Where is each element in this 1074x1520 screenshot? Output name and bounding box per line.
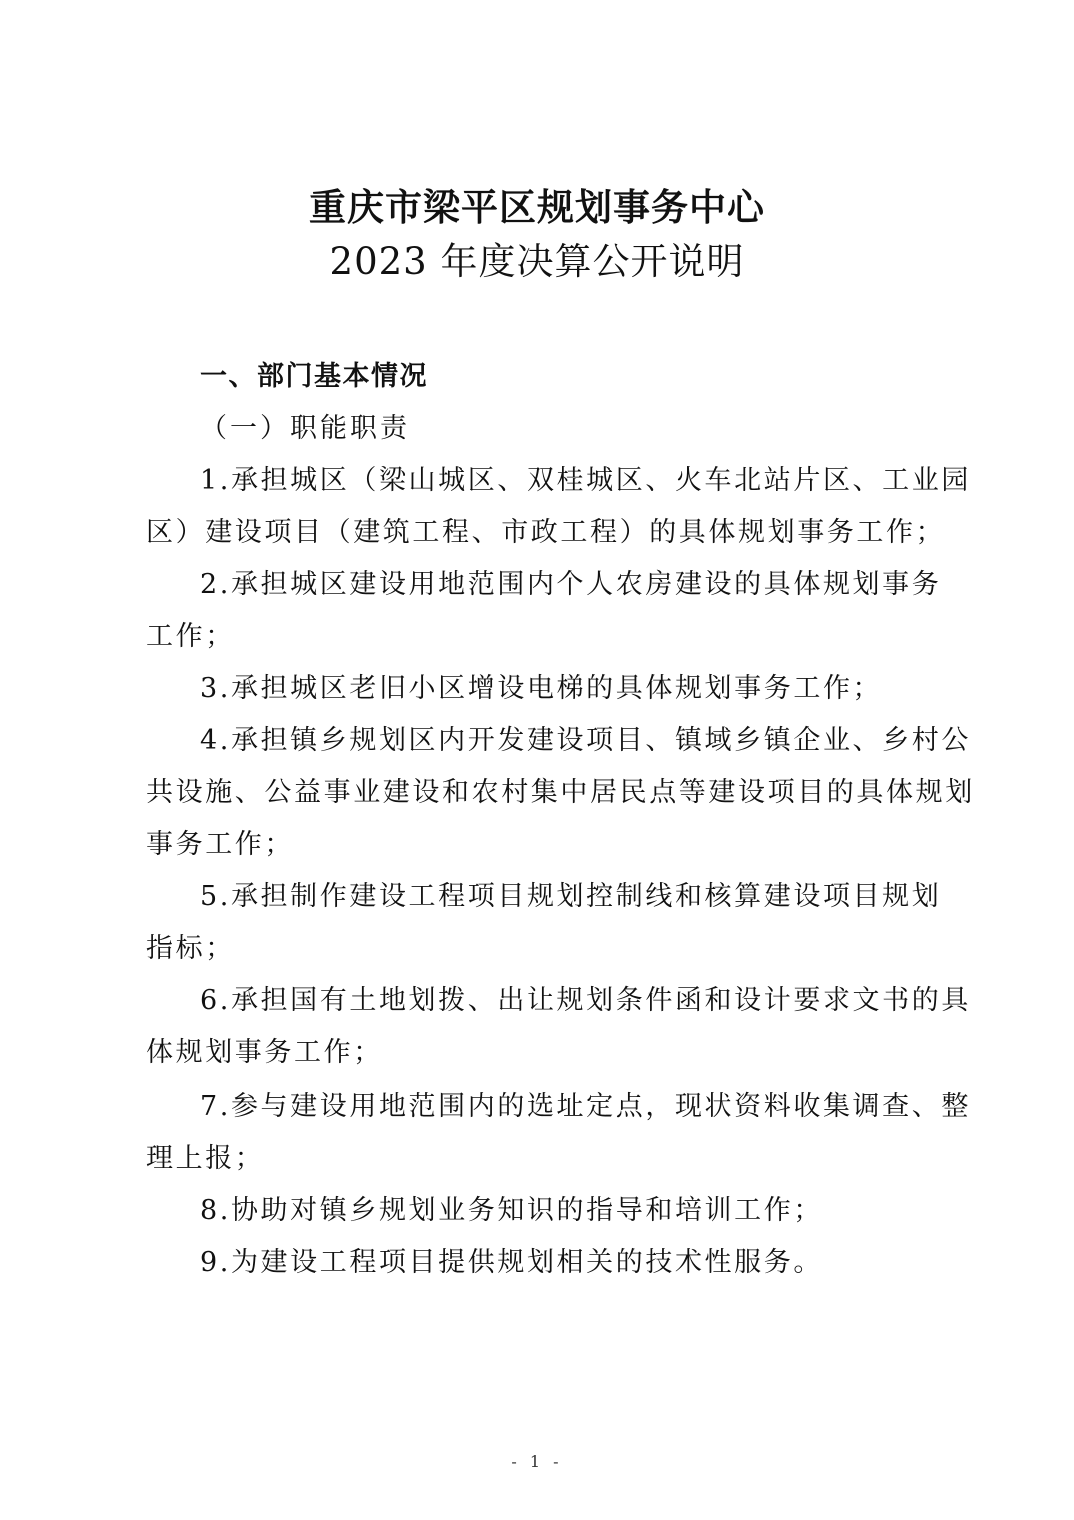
duty-7-line-2: 理上报； <box>146 1143 265 1174</box>
duty-9-line-1: 9.为建设工程项目提供规划相关的技术性服务。 <box>200 1247 823 1278</box>
duty-1-line-1: 1.承担城区（梁山城区、双桂城区、火车北站片区、工业园 <box>200 465 971 496</box>
duty-5-line-2: 指标； <box>146 933 235 964</box>
document-title-line2: 2023 年度决算公开说明 <box>329 240 745 283</box>
page-number: - 1 - <box>511 1452 563 1471</box>
duty-3-line-1: 3.承担城区老旧小区增设电梯的具体规划事务工作； <box>200 673 883 704</box>
duty-6-line-1: 6.承担国有土地划拨、出让规划条件函和设计要求文书的具 <box>200 985 971 1016</box>
duty-2-line-1: 2.承担城区建设用地范围内个人农房建设的具体规划事务 <box>200 569 942 600</box>
duty-8-line-1: 8.协助对镇乡规划业务知识的指导和培训工作； <box>200 1195 823 1226</box>
duty-4-line-1: 4.承担镇乡规划区内开发建设项目、镇域乡镇企业、乡村公 <box>200 725 971 756</box>
subsection-heading-duties: （一）职能职责 <box>200 413 410 444</box>
duty-5-line-1: 5.承担制作建设工程项目规划控制线和核算建设项目规划 <box>200 881 942 912</box>
duty-1-line-2: 区）建设项目（建筑工程、市政工程）的具体规划事务工作； <box>146 517 946 548</box>
duty-6-line-2: 体规划事务工作； <box>146 1037 383 1068</box>
duty-2-line-2: 工作； <box>146 621 235 652</box>
duty-4-line-3: 事务工作； <box>146 829 294 860</box>
duty-7-line-1: 7.参与建设用地范围内的选址定点，现状资料收集调查、整 <box>200 1091 971 1122</box>
duty-4-line-2: 共设施、公益事业建设和农村集中居民点等建设项目的具体规划 <box>146 777 975 808</box>
document-title-line1: 重庆市梁平区规划事务中心 <box>309 186 765 229</box>
section-heading-basic-info: 一、部门基本情况 <box>200 361 428 392</box>
